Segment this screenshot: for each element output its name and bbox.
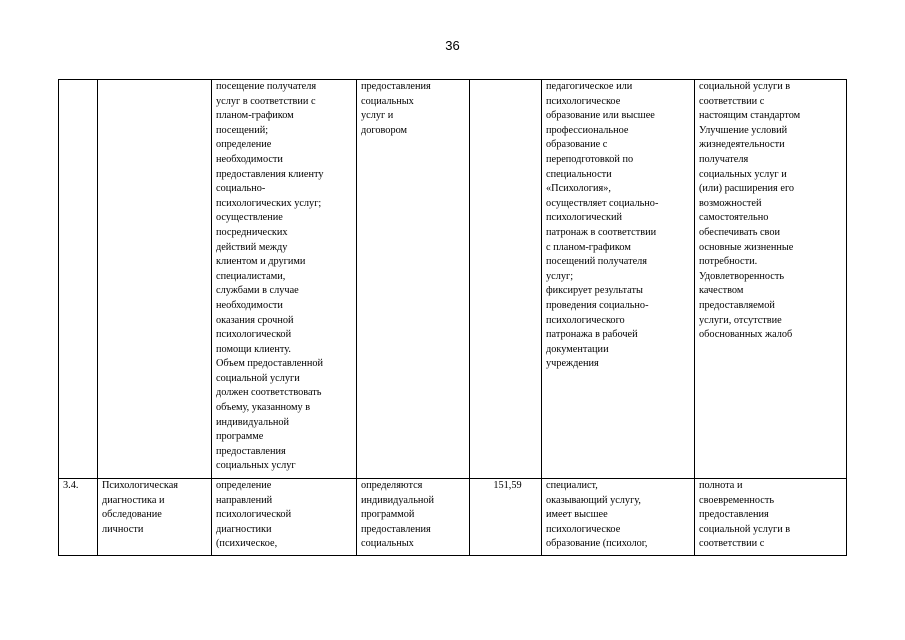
service-name-cell [98,80,212,479]
service-name-cell [98,479,212,556]
quality-indicators: полнота и своевременность предоставления социальной услуги в соответствии с [699,480,791,550]
table-row [59,479,847,556]
service-content-cell [212,479,357,556]
service-content-cell [212,80,357,479]
service-content: определение направлений психологической диагностики (психическое, [216,480,292,550]
quality-cell [695,80,847,479]
row-number: 3.4. [63,480,79,491]
service-term-cell [357,80,470,479]
service-conditions: педагогическое или психологическое образование или высшее профессиональное образование с переподготовкой по специальности «Психология», осуществляет социально- психологический патронаж в соответствии с планом-графиком посещений получателя услуг; фиксирует результаты проведения социально- психологического патронажа в рабочей документации учреждения [546,81,659,370]
service-term-cell [357,479,470,556]
services-table [58,79,847,556]
service-content: посещение получателя услуг в соответствии с планом-графиком посещений; определение необходимости предоставления клиенту социально- психологических услуг; осуществление посреднических действий между клиентом и другими специалистами, службами в случае необходимости оказания срочной психологической помощи клиенту. Объем предоставленной социальной услуги должен соответствовать объему, указанному в индивидуальной программе предоставления социальных услуг [216,81,324,472]
service-name: Психологическая диагностика и обследование личности [102,480,179,535]
quality-indicators: социальной услуги в соответствии с настоящим стандартом Улучшение условий жизнедеятельности получателя социальных услуг и (или) расширения его возможностей самостоятельно обеспечивать свои основные жизненные потребности. Удовлетворенность качеством предоставляемой услуги, отсутствие обоснованных жалоб [699,81,801,341]
service-conditions: специалист, оказывающий услугу, имеет высшее психологическое образование (психолог, [546,480,648,550]
table-row [59,80,847,479]
page-number: 36 [445,38,460,53]
conditions-cell [542,80,695,479]
tariff-cell [470,479,542,556]
row-number-cell [59,479,98,556]
service-term: предоставления социальных услуг и договором [361,81,431,136]
row-number-cell [59,80,98,479]
quality-cell [695,479,847,556]
service-term: определяются индивидуальной программой предоставления социальных [361,480,435,550]
tariff: 151,59 [493,480,522,491]
conditions-cell [542,479,695,556]
tariff-cell [470,80,542,479]
